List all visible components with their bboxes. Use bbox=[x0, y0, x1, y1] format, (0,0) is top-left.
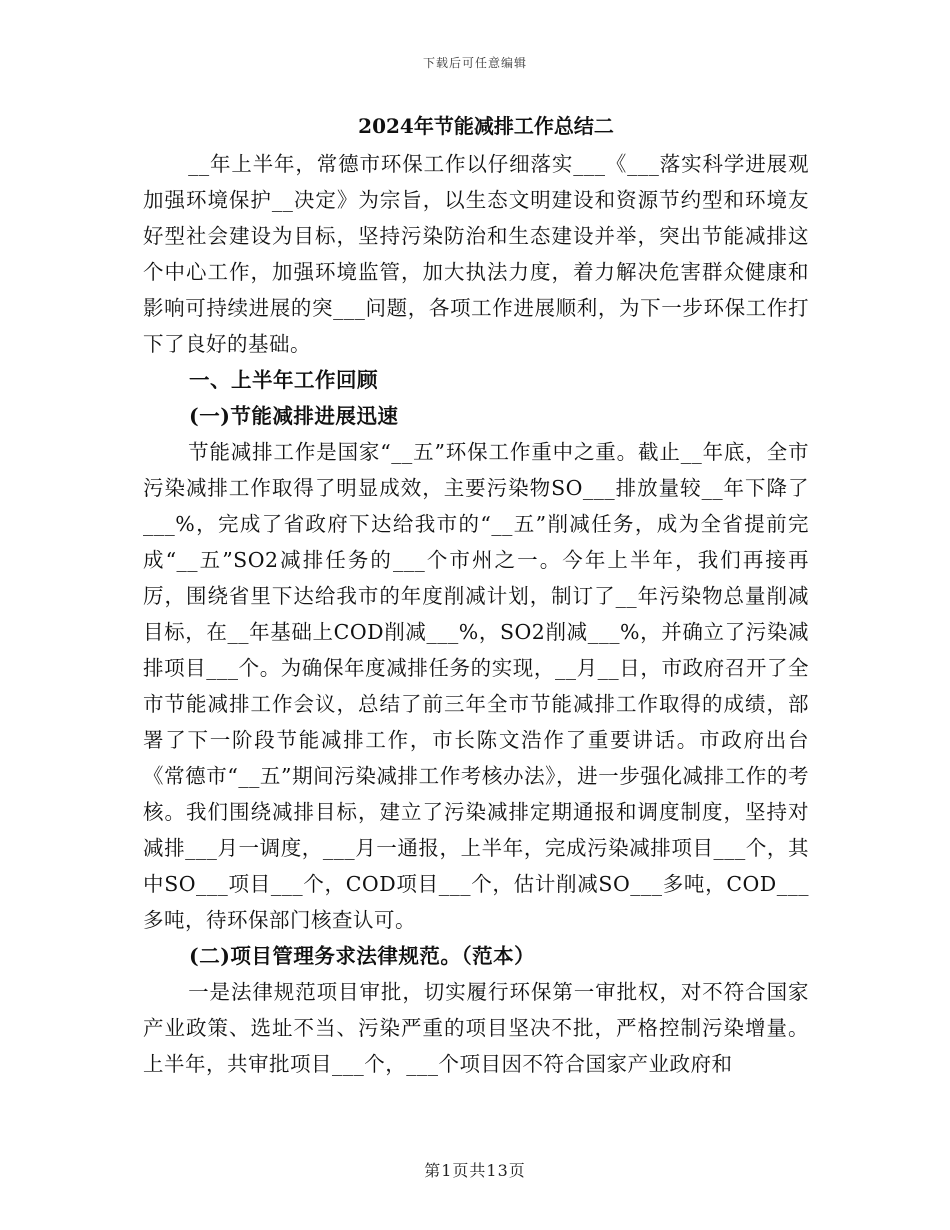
energy-saving-paragraph: 节能减排工作是国家“__五”环保工作重中之重。截止__年底，全市污染减排工作取得了明显成效，主要污染物SO___排放量较__年下降了___%，完成了省政府下达给我市的“__五”削减任务，成为全省提前完成“__五”SO2减排任务的___个市州之一。今年上半年，我们再接再厉，围绕省里下达给我市的年度削减计划，制订了__年污染物总量削减目标，在__年基础上COD削减___%，SO2削减___%，并确立了污染减排项目___个。为确保年度减排任务的实现，__月__日，市政府召开了全市节能减排工作会议，总结了前三年全市节能减排工作取得的成绩，部署了下一阶段节能减排工作，市长陈文浩作了重要讲话。市政府出台《常德市“__五”期间污染减排工作考核办法》，进一步强化减排工作的考核。我们围绕减排目标，建立了污染减排定期通报和调度制度，坚持对减排___月一调度，___月一通报，上半年，完成污染减排项目___个，其中SO___项目___个，COD项目___个，估计削减SO___多吨，COD___多吨，待环保部门核查认可。 bbox=[143, 440, 809, 932]
subsection-heading-project-management: (二)项目管理务求法律规范。（范本） bbox=[189, 944, 536, 968]
header-note: 下载后可任意编辑 bbox=[422, 56, 527, 70]
project-management-paragraph: 一是法律规范项目审批，切实履行环保第一审批权，对不符合国家产业政策、选址不当、污染严重的项目坚决不批，严格控制污染增量。上半年，共审批项目___个，___个项目因不符合国家产业政府和 bbox=[143, 980, 809, 1076]
page-number-footer: 第1页共13页 bbox=[424, 1161, 526, 1180]
subsection-heading-energy-saving: (一)节能减排进展迅速 bbox=[189, 404, 399, 428]
section-heading-review: 一、上半年工作回顾 bbox=[189, 368, 378, 392]
document-title: 2024年节能减排工作总结二 bbox=[358, 114, 614, 138]
document-body bbox=[143, 112, 809, 1082]
intro-paragraph: __年上半年，常德市环保工作以仔细落实___《___落实科学进展观加强环境保护__决定》为宗旨，以生态文明建设和资源节约型和环境友好型社会建设为目标，坚持污染防治和生态建设并举，突出节能减排这个中心工作，加强环境监管，加大执法力度，着力解决危害群众健康和影响可持续进展的突___问题，各项工作进展顺利，为下一步环保工作打下了良好的基础。 bbox=[143, 152, 809, 356]
